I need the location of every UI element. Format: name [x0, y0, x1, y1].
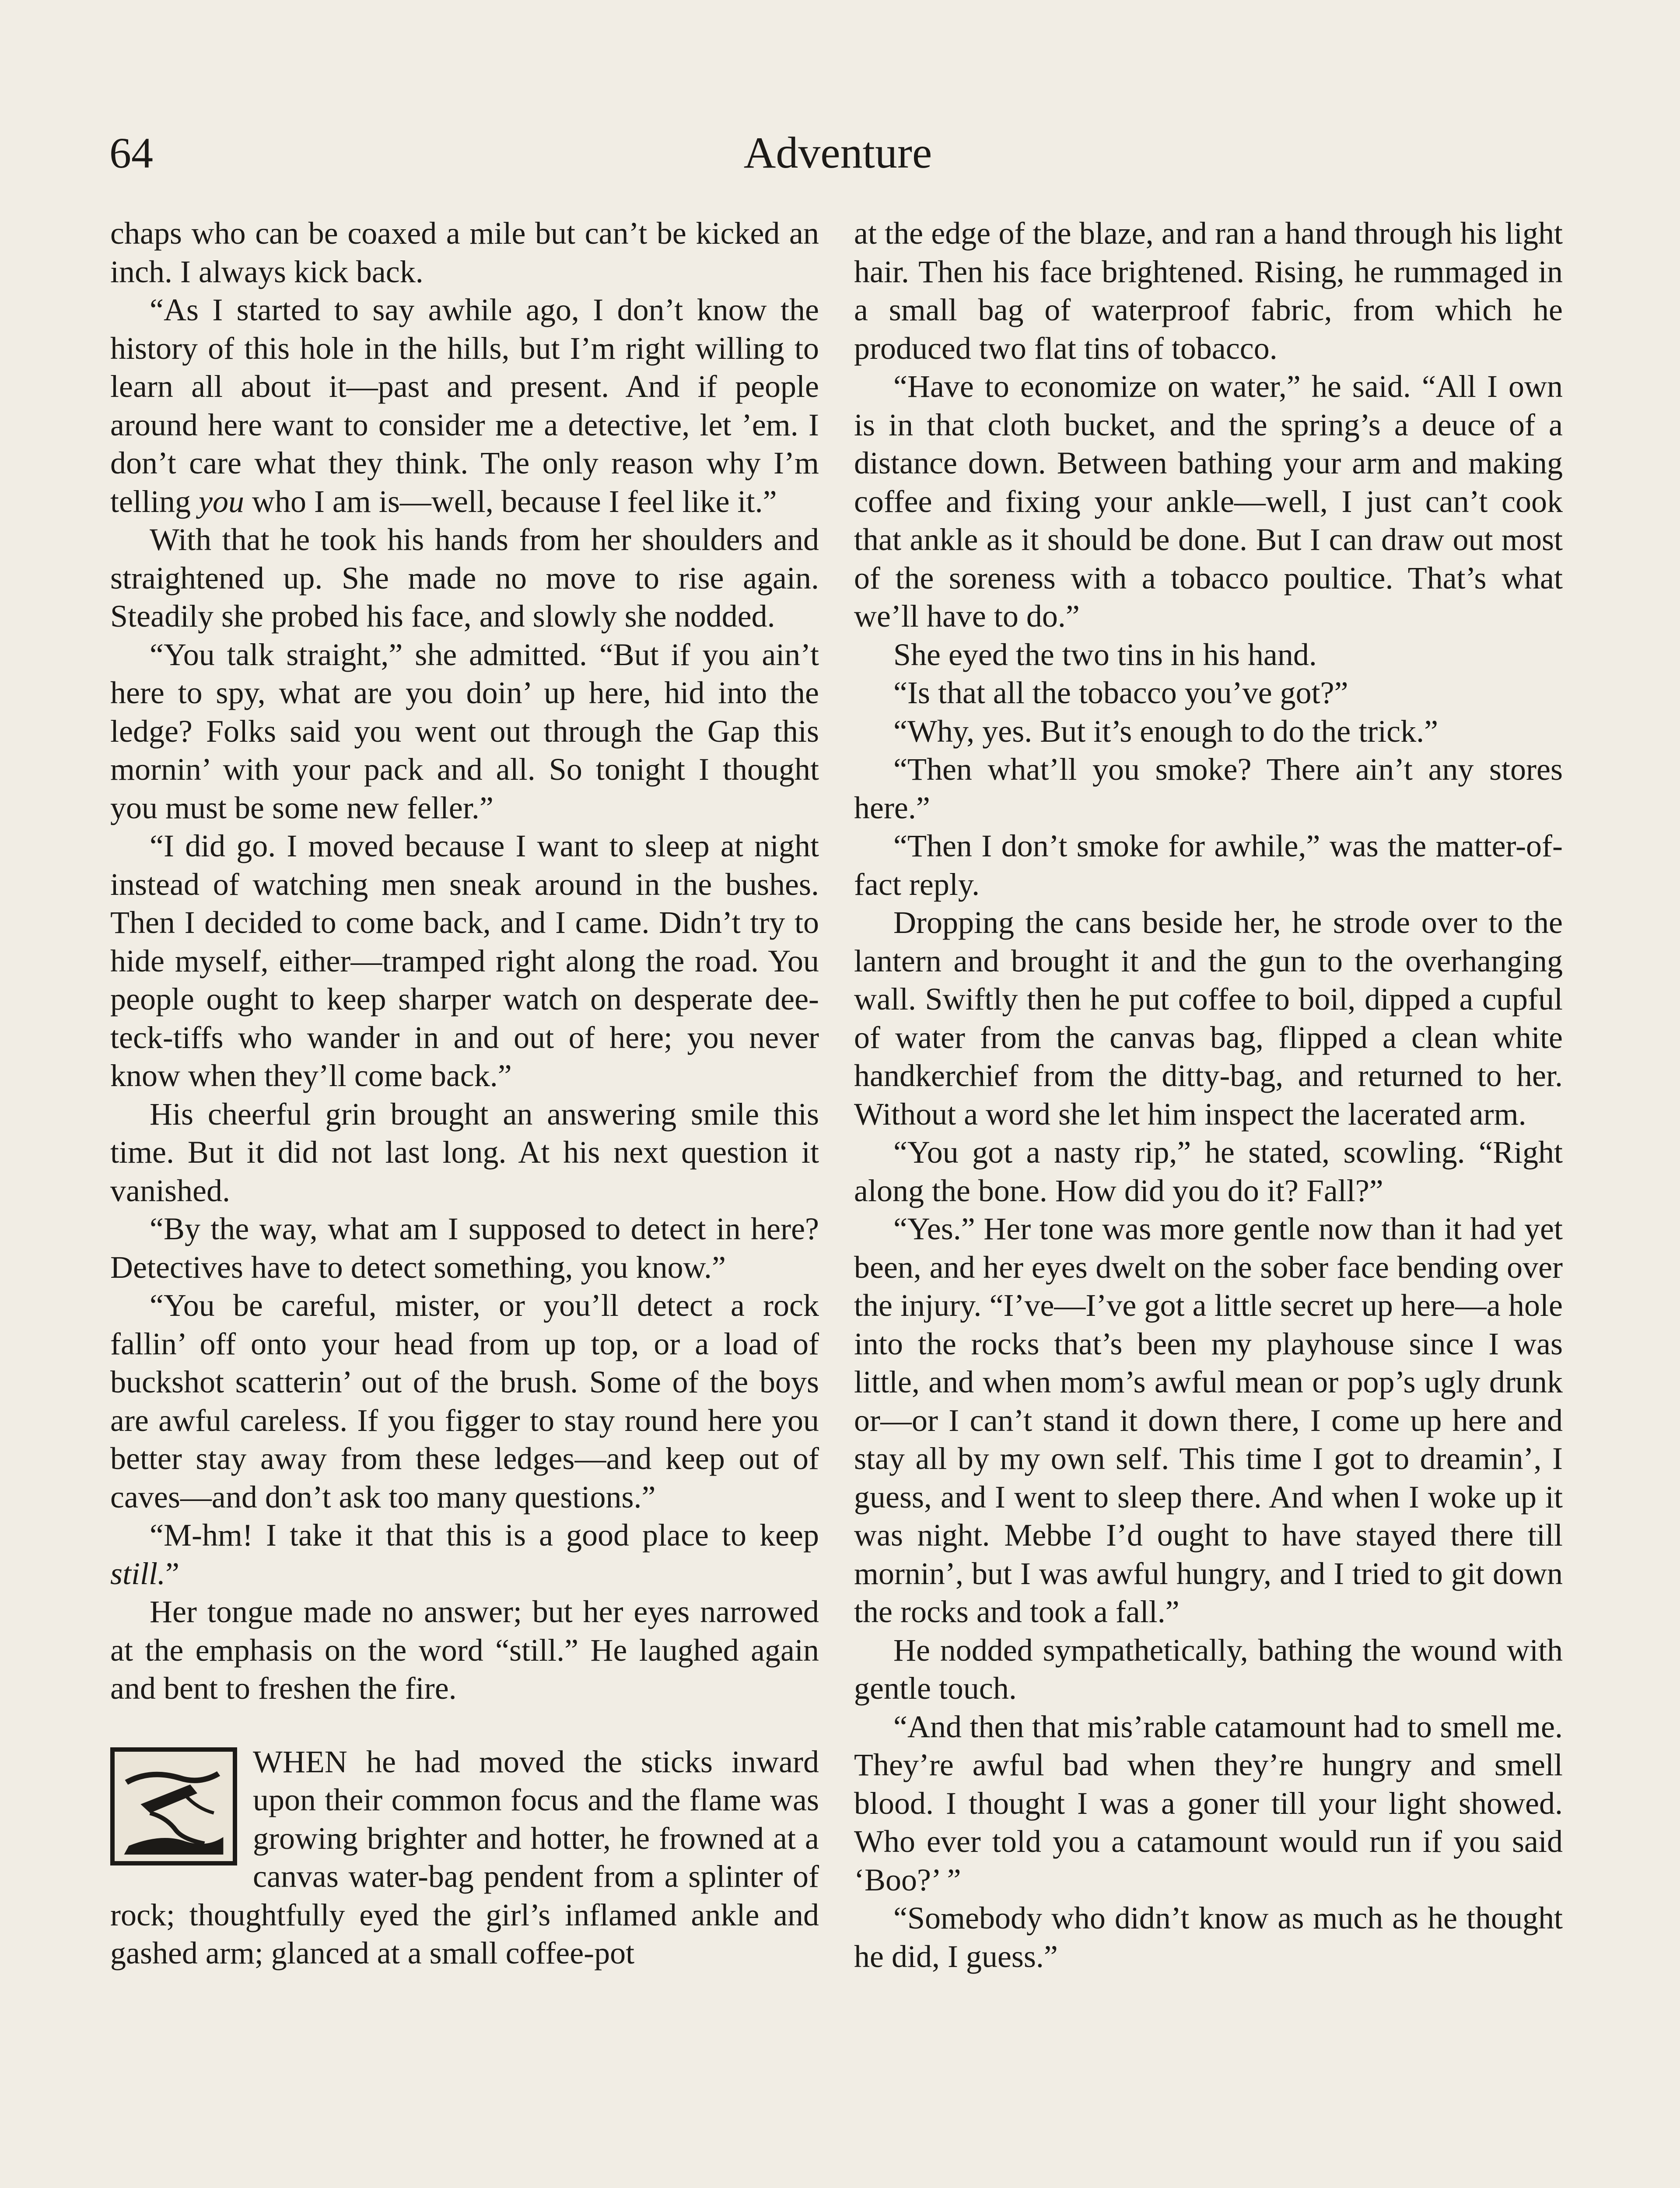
paragraph: “As I started to say awhile ago, I don’t know the history of this hole in the hills, but I’m right willing to learn all about it—past and present. And if people around here want to consider me a detective, let ’em. I don’t care what they think. The only reason why I’m telling you who I am is—well, because I feel like it.” [110, 292, 819, 519]
paragraph: “You talk straight,” she admitted. “But if you ain’t here to spy, what are you doin’ up here, hid into the ledge? Folks said you went out through the Gap this mornin’ with your pack and all. So tonight I thought you must be some new feller.” [110, 637, 819, 825]
paragraph: “M-hm! I take it that this is a good place to keep still.” [110, 1518, 819, 1591]
paragraph: He nodded sympathetically, bathing the wound with gentle touch. [854, 1632, 1563, 1706]
paragraph: His cheerful grin brought an answering smile this time. But it did not last long. At his next question it vanished. [110, 1096, 819, 1208]
paragraph: chaps who can be coaxed a mile but can’t be kicked an inch. I always kick back. [110, 216, 819, 289]
paragraph: With that he took his hands from her shoulders and straightened up. She made no move to rise again. Steadily she probed his face, and slowly she nodded. [110, 522, 819, 634]
paragraph: “I did go. I moved because I want to sleep at night instead of watching men sneak around in the bushes. Then I decided to come back, and I came. Didn’t try to hide myself, either—tramped right along the road. You people ought to keep sharper watch on desperate dee-teck-tiffs who wander in and out of here; you never know when they’ll come back.” [110, 828, 819, 1093]
page-header [109, 118, 1566, 188]
paragraph: She eyed the two tins in his hand. [893, 637, 1317, 672]
paragraph: “Somebody who didn’t know as much as he thought he did, I guess.” [854, 1900, 1563, 1974]
paragraph: Dropping the cans beside her, he strode over to the lantern and brought it and the gun to the overhanging wall. Swiftly then he put coffee to boil, dipped a cupful of water from the canvas bag, flipped a clean white handkerchief from the ditty-bag, and returned to her. Without a word she let him inspect the lacerated arm. [854, 905, 1563, 1132]
paragraph: “Have to economize on water,” he said. “All I own is in that cloth bucket, and the spring’s a deuce of a distance down. Between bathing your arm and making coffee and fixing your ankle—well, I just can’t cook that ankle as it should be done. But I can draw out most of the soreness with a tobacco poultice. That’s what we’ll have to do.” [854, 369, 1563, 634]
running-head: Adventure [743, 128, 932, 178]
paragraph: “Then what’ll you smoke? There ain’t any stores here.” [854, 752, 1563, 825]
right-column [854, 214, 1563, 1976]
paragraph: “You be careful, mister, or you’ll detect a rock fallin’ off onto your head from up top, or a load of buckshot scatterin’ out of the brush. Some of the boys are awful careless. If you figger to stay round here you better stay away from these ledges—and keep out of caves—and don’t ask too many questions.” [110, 1288, 819, 1515]
emphasis: you [198, 484, 244, 519]
campfire-icon [115, 1752, 233, 1861]
left-column [110, 214, 819, 1973]
emphasis: still. [110, 1556, 166, 1591]
paragraph: “Is that all the tobacco you’ve got?” [893, 675, 1348, 710]
paragraph: “By the way, what am I supposed to detect in here? Detectives have to detect something, you know.” [110, 1211, 819, 1285]
paragraph: “Then I don’t smoke for awhile,” was the matter-of-fact reply. [854, 828, 1563, 902]
paragraph: “Why, yes. But it’s enough to do the trick.” [893, 713, 1438, 749]
paragraph: at the edge of the blaze, and ran a hand through his light hair. Then his face brightened. Rising, he rummaged in a small bag of waterproof fabric, from which he produced two flat tins of tobacco. [854, 216, 1563, 366]
page-number: 64 [109, 129, 153, 177]
drop-cap-illustration [110, 1747, 237, 1865]
paragraph: Her tongue made no answer; but her eyes narrowed at the emphasis on the word “still.” He laughed again and bent to freshen the fire. [110, 1594, 819, 1706]
paragraph: “Yes.” Her tone was more gentle now than it had yet been, and her eyes dwelt on the sober face bending over the injury. “I’ve—I’ve got a little secret up here—a hole into the rocks that’s been my playhouse since I was little, and when mom’s awful mean or pop’s ugly drunk or—or I can’t stand it down there, I come up here and stay all by my own self. This time I got to dreamin’, I guess, and I went to sleep there. And when I woke up it was night. Mebbe I’d ought to have stayed there till mornin’, but I was awful hungry, and I tried to git down the rocks and took a fall.” [854, 1211, 1563, 1629]
paragraph: “You got a nasty rip,” he stated, scowling. “Right along the bone. How did you do it? Fall?” [854, 1135, 1563, 1208]
paragraph: “And then that mis’rable catamount had to smell me. They’re awful bad when they’re hungry and smell blood. I thought I was a goner till your light showed. Who ever told you a catamount would run if you said ‘Boo?’ ” [854, 1709, 1563, 1897]
drop-cap-paragraph: WHEN he had moved the sticks inward upon their common focus and the flame was growing brighter and hotter, he frowned at a canvas water-bag pendent from a splinter of rock; thoughtfully eyed the girl’s inflamed ankle and gashed arm; glanced at a small coffee-pot [110, 1744, 819, 1971]
